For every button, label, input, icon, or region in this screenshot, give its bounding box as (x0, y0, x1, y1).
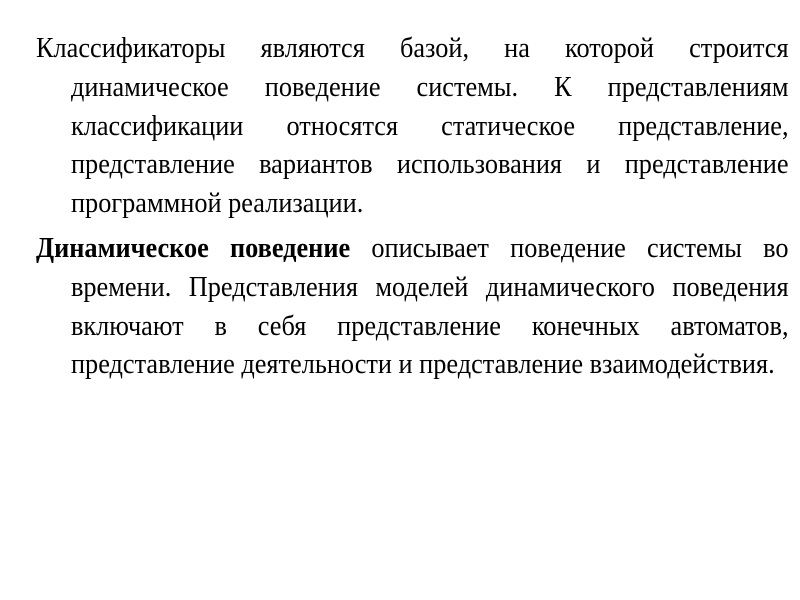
paragraph-2-text: описывает поведение системы во времени. Представления моделей динамического поведения включают в себя представление конечных автоматов, представление деятельности и представление взаимодействия. (70, 232, 789, 381)
paragraph-2-lead: Динамическое поведение (36, 232, 351, 264)
paragraph-dynamic-behavior (36, 230, 789, 385)
slide-content (36, 30, 789, 391)
paragraph-1-text: Классификаторы являются базой, на которой строится динамическое поведение системы. К представлениям классификации относятся статическое представление, представление вариантов использования и представление программной реализации. (36, 33, 789, 220)
paragraph-classifiers (36, 30, 789, 224)
